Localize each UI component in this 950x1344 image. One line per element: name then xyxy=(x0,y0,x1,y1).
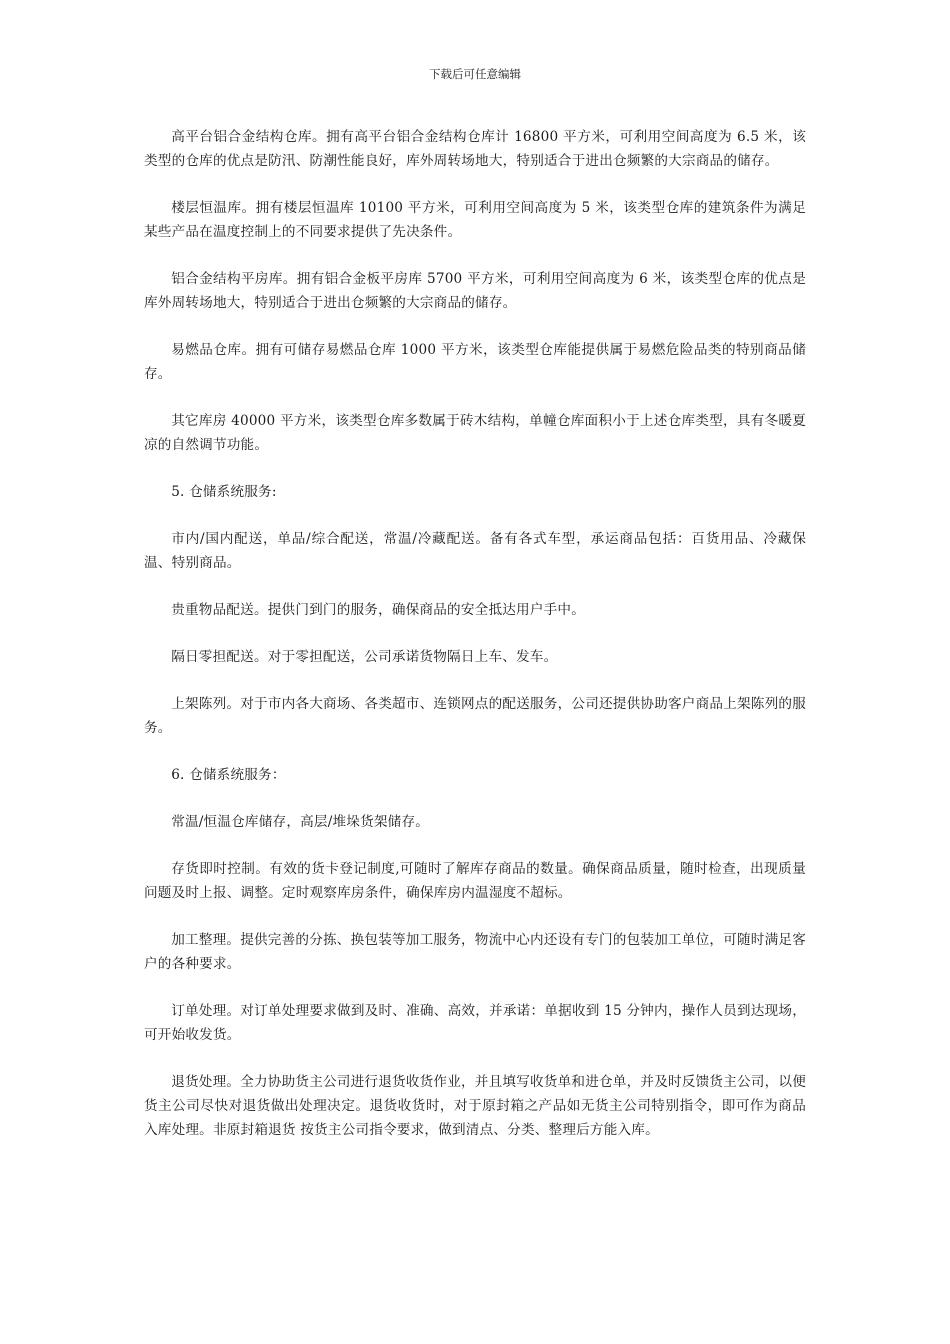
paragraph-aluminum-flat-warehouse: 铝合金结构平房库。拥有铝合金板平房库 5700 平方米，可利用空间高度为 6 米，该类型仓库的优点是库外周转场地大，特别适合于进出仓频繁的大宗商品的储存。 xyxy=(144,271,806,311)
paragraph-flammable-warehouse: 易燃品仓库。拥有可储存易燃品仓库 1000 平方米，该类型仓库能提供属于易燃危险品类的特别商品储存。 xyxy=(144,342,806,382)
section-heading-6: 6. 仓储系统服务： xyxy=(171,767,286,783)
document-body xyxy=(144,125,806,1165)
paragraph-constant-temp-warehouse: 楼层恒温库。拥有楼层恒温库 10100 平方米，可利用空间高度为 5 米，该类型仓库的建筑条件为满足某些产品在温度控制上的不同要求提供了先决条件。 xyxy=(144,200,806,240)
paragraph-next-day-delivery: 隔日零担配送。对于零担配送，公司承诺货物隔日上车、发车。 xyxy=(171,649,558,665)
paragraph-order-processing: 订单处理。对订单处理要求做到及时、准确、高效，并承诺：单据收到 15 分钟内，操作人员到达现场，可开始收发货。 xyxy=(144,1003,806,1043)
page-header: 下载后可任意编辑 xyxy=(429,67,521,81)
paragraph-other-warehouses: 其它库房 40000 平方米，该类型仓库多数属于砖木结构，单幢仓库面积小于上述仓库类型，具有冬暖夏凉的自然调节功能。 xyxy=(144,413,806,453)
paragraph-valuables-delivery: 贵重物品配送。提供门到门的服务，确保商品的安全抵达用户手中。 xyxy=(171,602,585,618)
section-heading-5: 5. 仓储系统服务: xyxy=(171,484,277,500)
paragraph-processing: 加工整理。提供完善的分拣、换包装等加工服务，物流中心内还设有专门的包装加工单位，可随时满足客户的各种要求。 xyxy=(144,932,806,972)
paragraph-high-platform-warehouse: 高平台铝合金结构仓库。拥有高平台铝合金结构仓库计 16800 平方米，可利用空间高度为 6.5 米，该类型的仓库的优点是防汛、防潮性能良好，库外周转场地大，特别适合于进出仓频繁的大宗商品的储存。 xyxy=(144,129,806,169)
paragraph-storage-types: 常温/恒温仓库储存，高层/堆垛货架储存。 xyxy=(171,814,430,830)
paragraph-inventory-control: 存货即时控制。有效的货卡登记制度,可随时了解库存商品的数量。确保商品质量，随时检查，出现质量问题及时上报、调整。定时观察库房条件，确保库房内温湿度不超标。 xyxy=(144,861,806,901)
paragraph-returns: 退货处理。全力协助货主公司进行退货收货作业，并且填写收货单和进仓单，并及时反馈货主公司，以便货主公司尽快对退货做出处理决定。退货收货时，对于原封箱之产品如无货主公司特别指令，即可作为商品入库处理。非原封箱退货 按货主公司指令要求，做到清点、分类、整理后方能入库。 xyxy=(144,1074,806,1138)
paragraph-delivery: 市内/国内配送，单品/综合配送，常温/冷藏配送。备有各式车型，承运商品包括：百货用品、冷藏保温、特别商品。 xyxy=(144,531,806,571)
paragraph-shelf-display: 上架陈列。对于市内各大商场、各类超市、连锁网点的配送服务，公司还提供协助客户商品上架陈列的服务。 xyxy=(144,696,806,736)
